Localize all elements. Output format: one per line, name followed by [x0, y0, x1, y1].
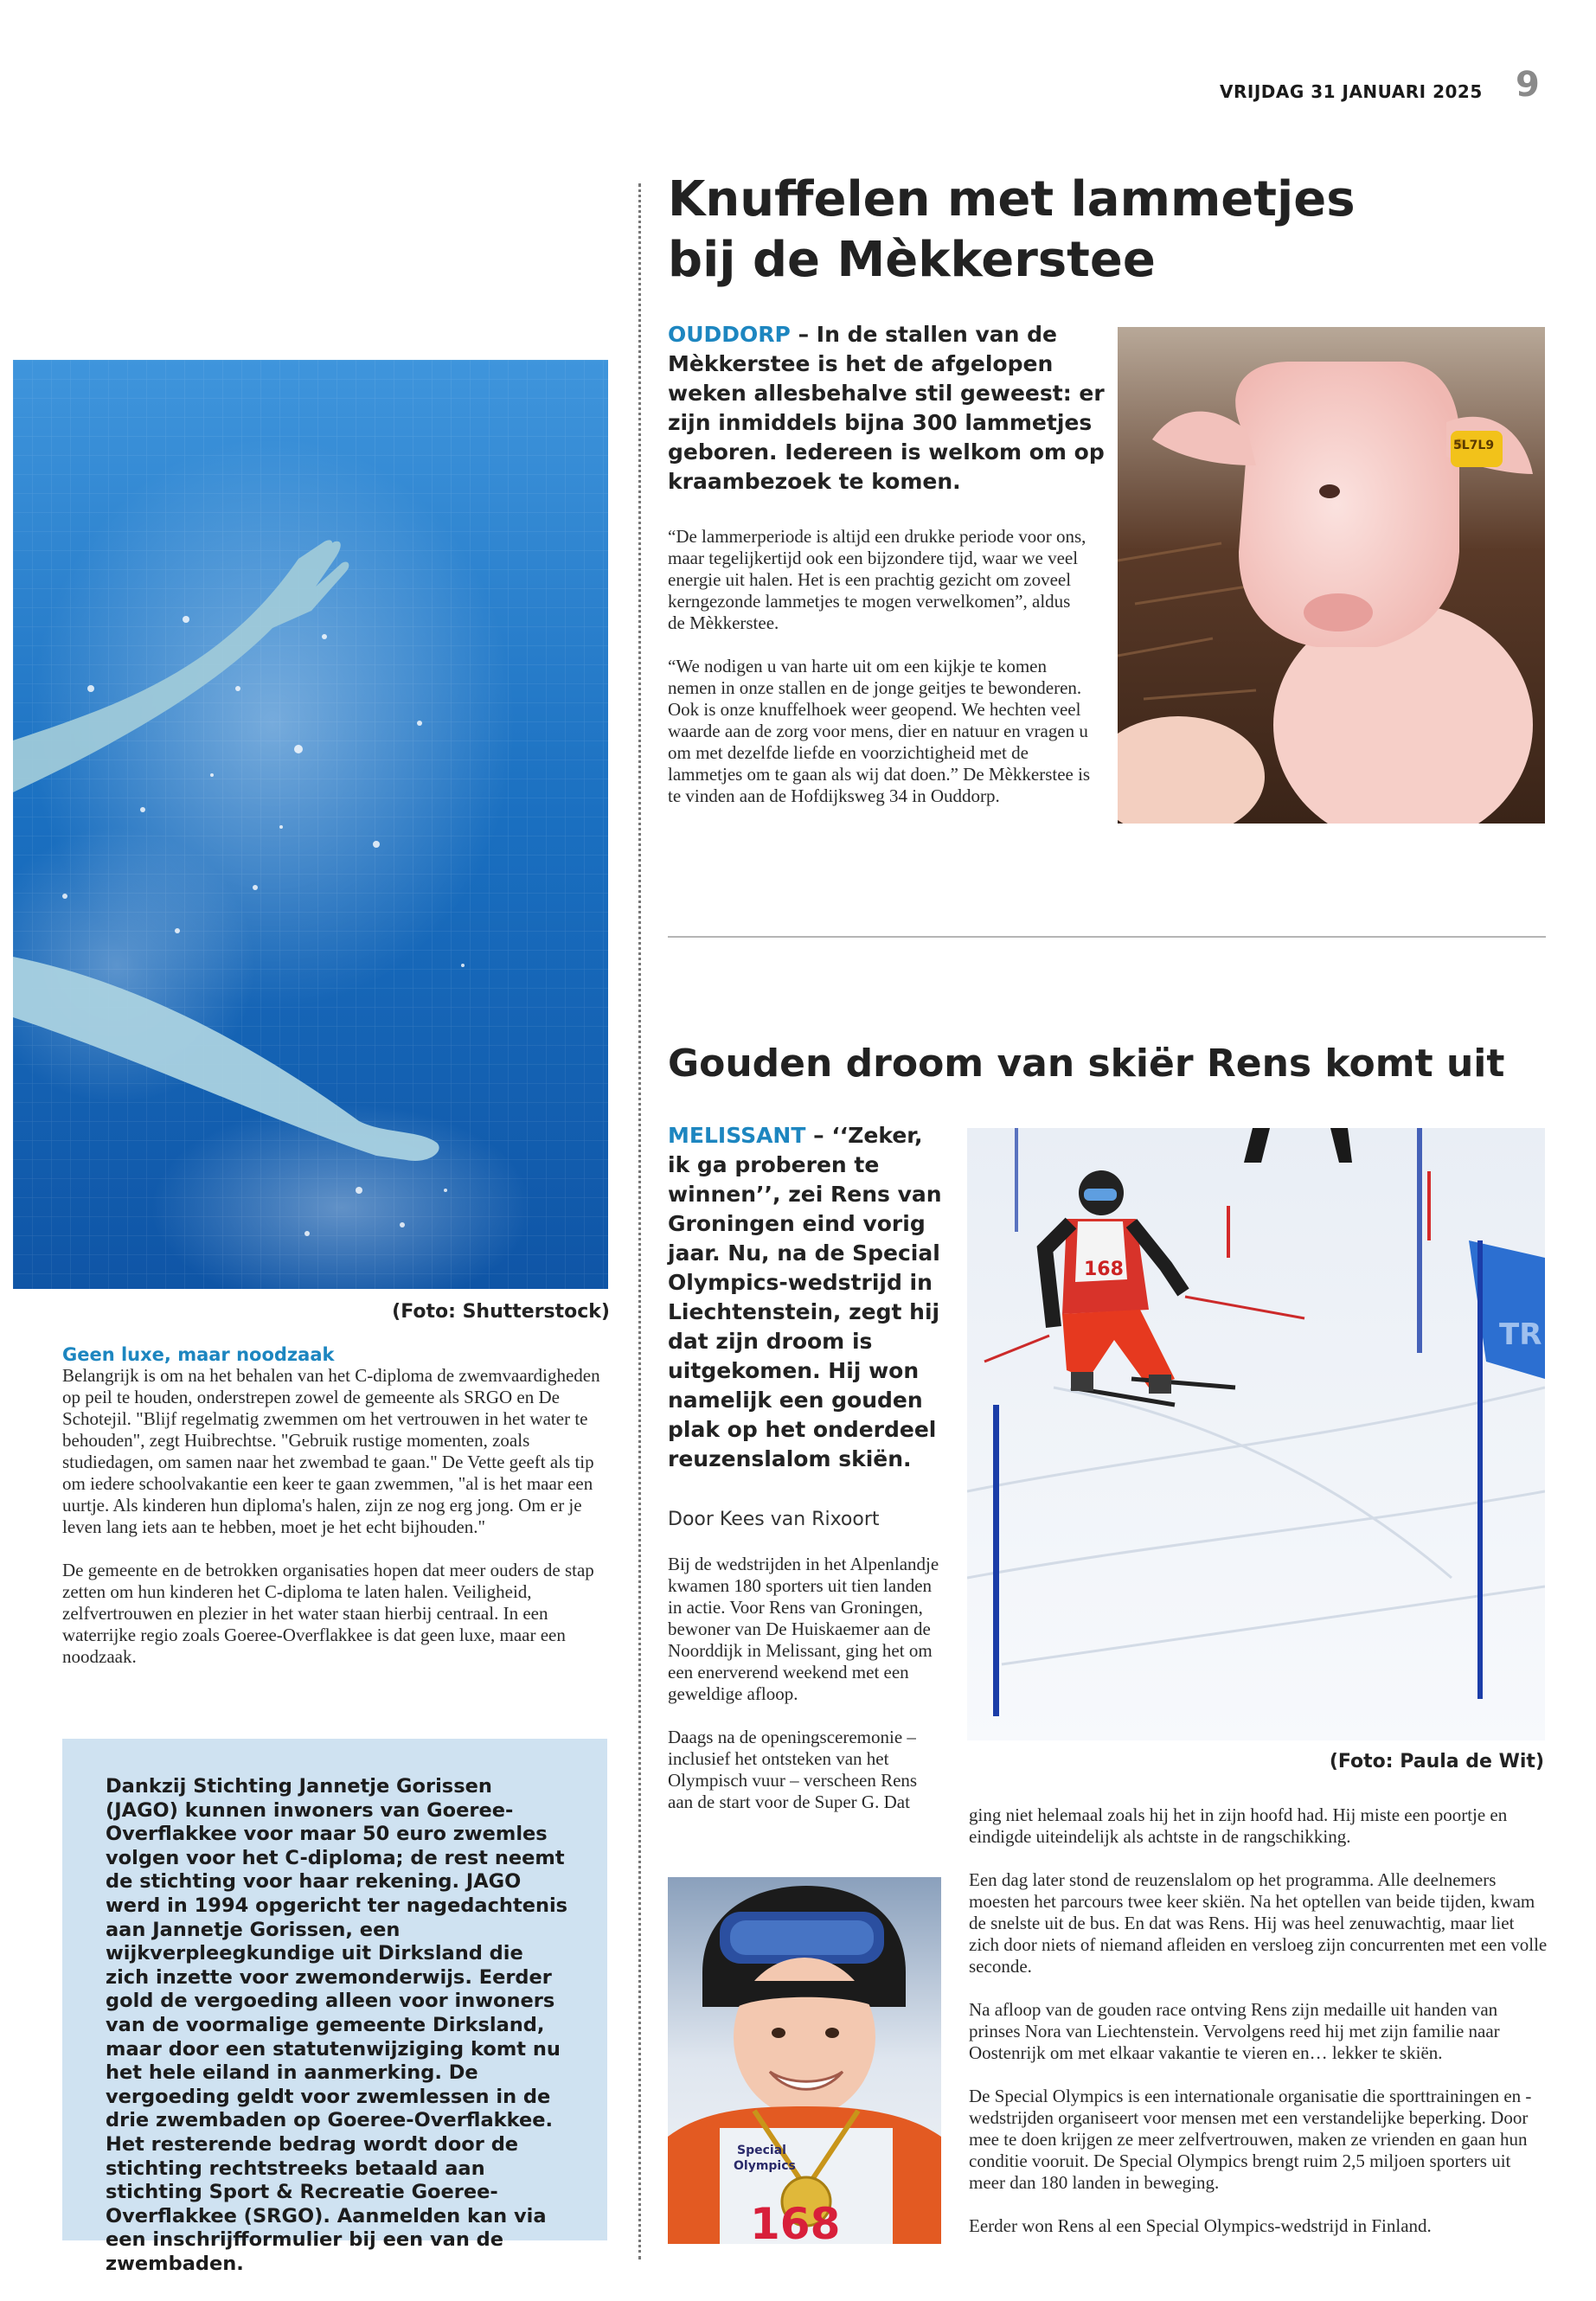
page-number: 9 — [1516, 65, 1540, 105]
jago-info-text: Dankzij Stichting Jannetje Gorissen (JAGO) kunnen inwoners van Goeree-Overflakkee voor maar 50 euro zwemles volgen voor het C-diploma; de rest neemt de stichting voor haar rekening. JAGO werd in 1994 opgericht ter nagedachtenis aan Jannetje Gorissen, een wijkverpleegkundige uit Dirksland die zich inzette voor zwemonderwijs. Eerder gold de vergoeding alleen voor inwoners van de voormalige gemeente Dirksland, maar door een statutenwijziging komt nu het hele eiland in aanmerking. De vergoeding geldt voor zwemlessen in de drie zwembaden op Goeree-Overflakkee. Het resterende bedrag wordt door de stichting rechtstreeks betaald aan stichting Sport & Recreatie Goeree-Overflakkee (SRGO). Aanmelden kan via een inschrijfformulier bij een van de zwembaden. — [106, 1775, 568, 2275]
rens-portrait-photo — [668, 1877, 941, 2244]
jago-info-box — [62, 1739, 607, 2275]
portrait-bib-text-1: Special — [737, 2144, 786, 2157]
ski-article-title: Gouden droom van skiër Rens komt uit — [668, 1042, 1505, 1086]
ski-paragraph: Bij de wedstrijden in het Alpenlandje kwamen 180 sporters uit tien landen in actie. Voor Rens van Groningen, bewoner van De Huiskaemer aan de Noorddijk in Melissant, ging het om een enerverend weekend met een geweldige afloop. — [668, 1554, 939, 1704]
ski-article-body-col1 — [668, 1554, 945, 1835]
ski-paragraph: ging niet helemaal zoals hij het in zijn hoofd had. Hij miste een poortje en eindigde uiteindelijk als achtste in de rangschikking. — [969, 1804, 1508, 1847]
swim-paragraph: De gemeente en de betrokken organisaties hopen dat meer ouders de stap zetten om hun kinderen het C-diploma te laten halen. Veiligheid, zelfvertrouwen en plezier in het water staan hierbij centraal. In een waterrijke regio zoals Goeree-Overflakkee is dat geen luxe, maar een noodzaak. — [62, 1560, 594, 1667]
lamb-paragraph: “De lammerperiode is altijd een drukke periode voor ons, maar tegelijkertijd ook een bijzondere tijd, waar we veel energie uit halen. Het is een prachtig gezicht om zoveel kerngezonde lammetjes te mogen verwelkomen”, aldus de Mèkkerstee. — [668, 526, 1086, 633]
swimming-pool-photo — [13, 360, 608, 1289]
portrait-bib-number: 168 — [750, 2199, 841, 2244]
ski-kicker: MELISSANT — [668, 1123, 806, 1148]
swim-paragraph: Belangrijk is om na het behalen van het C-diploma de zwemvaardigheden op peil te houden, onderstrepen zowel de gemeente als SRGO en De Schotejil. "Blijf regelmatig zwemmen om het vertrouwen in het water te behouden", zegt Huibrechtse. "Gebruik rustige momenten, zoals studiedagen, om samen naar het zwembad te gaan." De Vette geeft als tip om iedere schoolvakantie een keer te gaan zwemmen, "al is het maar een uurtje. Als kinderen hun diploma's halen, zijn ze nog erg jong. Om er je leven lang iets aan te hebben, moet je het echt bijhouden." — [62, 1365, 600, 1537]
ski-article-intro: MELISSANT – ‘‘Zeker, ik ga proberen te winnen’’, zei Rens van Groningen eind vorig jaar. Nu, na de Special Olympics-wedstrijd in Liechtenstein, zegt hij dat zijn droom is uitgekomen. Hij won namelijk een gouden plak op het onderdeel reuzenslalom skiën. — [668, 1123, 942, 1471]
ski-paragraph: Daags na de openingsceremonie – inclusief het ontsteken van het Olympisch vuur – verscheen Rens aan de start voor de Super G. Dat — [668, 1727, 918, 1812]
issue-date: VRIJDAG 31 JANUARI 2025 — [1220, 81, 1483, 102]
ski-banner-text: TR — [1499, 1317, 1542, 1352]
ski-paragraph: Een dag later stond de reuzenslalom op het programma. Alle deelnemers moesten het parcours twee keer skiën. Na het optellen van beide tijden, kwam de snelste uit de bus. En dat was Rens. Hij was heel zenuwachtig, maar liet zich door niets of niemand afleiden en versloeg zijn concurrenten met een volle seconde. — [969, 1869, 1548, 1977]
ski-paragraph: De Special Olympics is een internationale organisatie die sporttrainingen en -wedstrijden organiseert voor mensen met een verstandelijke beperking. Door mee te doen krijgen ze meer zelfvertrouwen, maken ze vrienden en gaan hun conditie vooruit. De Special Olympics brengt ruim 2,5 miljoen sporters uit meer dan 180 landen in beweging. — [969, 2086, 1532, 2193]
ski-paragraph: Na afloop van de gouden race ontving Rens zijn medaille uit handen van prinses Nora van Liechtenstein. Vervolgens reed hij met zijn familie naar Oostenrijk om met elkaar vakantie te vieren en… lekker te skiën. — [969, 1999, 1500, 2063]
portrait-bib-text-2: Olympics — [734, 2159, 796, 2173]
racer-bib-number: 168 — [1084, 1259, 1124, 1280]
ski-photo-caption: (Foto: Paula de Wit) — [1329, 1751, 1544, 1772]
swim-article-body — [62, 1343, 607, 1689]
byline: Door Kees van Rixoort — [668, 1509, 880, 1530]
ski-paragraph: Eerder won Rens al een Special Olympics-wedstrijd in Finland. — [969, 2215, 1432, 2236]
column-divider — [638, 183, 641, 2259]
lamb-article-body — [668, 526, 1092, 829]
lamb-photo — [1118, 327, 1545, 824]
pool-photo-caption: (Foto: Shutterstock) — [392, 1301, 610, 1323]
swim-subhead: Geen luxe, maar noodzaak — [62, 1344, 335, 1365]
ear-tag-label: 5L7L9 — [1453, 439, 1495, 452]
lamb-paragraph: “We nodigen u van harte uit om een kijkje te komen nemen in onze stallen en de jonge geitjes te bewonderen. Ook is onze knuffelhoek weer geopend. We hechten veel waarde aan de zorg voor mens, dier en natuur en vragen u om met dezelfde liefde en voorzichtigheid met de lammetjes om te gaan als wij dat doen.” De Mèkkerstee is te vinden aan de Hofdijksweg 34 in Ouddorp. — [668, 656, 1091, 806]
article-separator — [668, 936, 1546, 938]
lamb-article-intro: OUDDORP – In de stallen van de Mèkkerstee is het de afgelopen weken allesbehalve stil geweest: er zijn inmiddels bijna 300 lammetjes geboren. Iedereen is welkom om op kraambezoek te komen. — [668, 322, 1105, 494]
ski-race-photo — [967, 1128, 1545, 1740]
lamb-article-title: Knuffelen met lammetjes bij de Mèkkerstee — [668, 171, 1356, 288]
ski-article-body-col2 — [969, 1804, 1548, 2259]
lamb-kicker: OUDDORP — [668, 322, 791, 347]
